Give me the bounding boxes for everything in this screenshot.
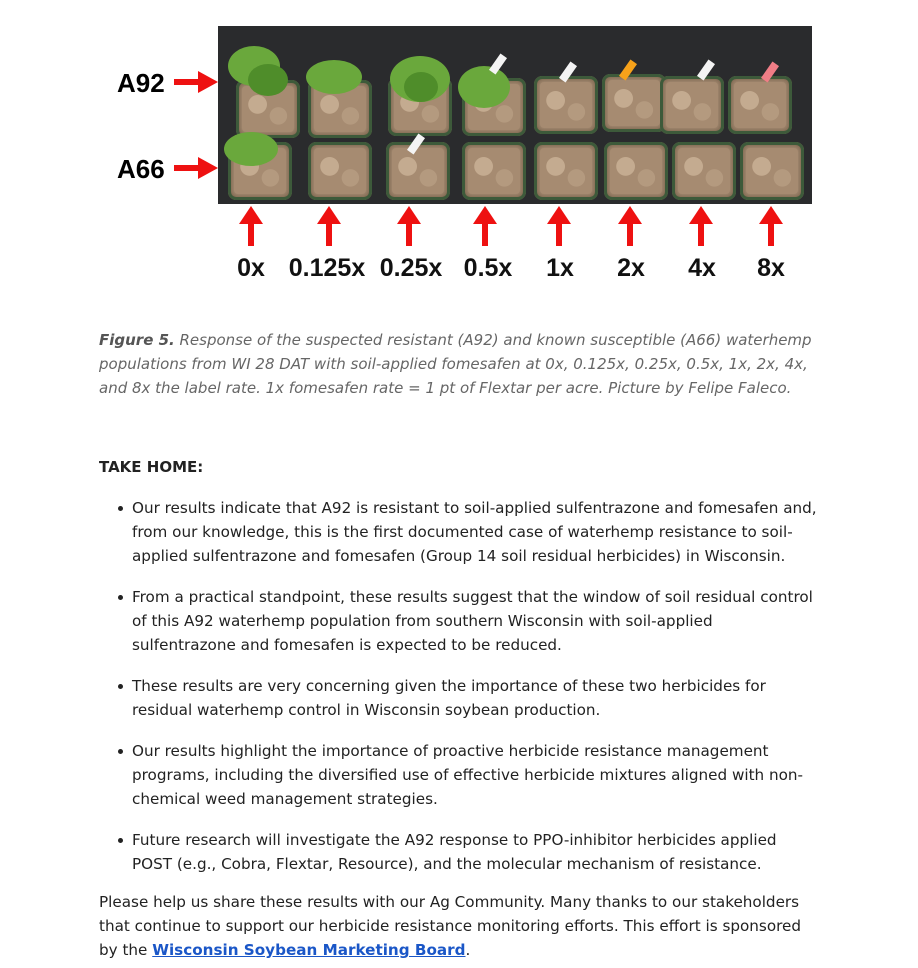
figure-5 xyxy=(0,0,918,300)
dose-label: 8x xyxy=(757,254,785,282)
dose-label: 0.25x xyxy=(379,254,443,282)
list-item: From a practical standpoint, these results suggest that the window of soil residual control of this A92 waterhemp population from southern Wisconsin with soil-applied sulfentrazone and fomesafen is expected to be reduced. xyxy=(99,585,819,657)
row-label-a66: A66 xyxy=(117,154,165,184)
pot xyxy=(308,142,372,200)
arrow-right-icon xyxy=(174,156,218,180)
dose-label: 0x xyxy=(237,254,265,282)
row-label-a92: A92 xyxy=(117,68,165,98)
list-item: Future research will investigate the A92 response to PPO-inhibitor herbicides applied POST (e.g., Cobra, Flextar, Resource), and the molecular mechanism of resistance. xyxy=(99,828,819,876)
caption-text: Response of the suspected resistant (A92) and known susceptible (A66) waterhemp populations from WI 28 DAT with soil-applied fomesafen at 0x, 0.125x, 0.25x, 0.5x, 1x, 2x, 4x, and 8x the label rate. 1x fomesafen rate = 1 pt of Flextar per acre. Picture by Felipe Faleco. xyxy=(99,331,812,397)
pot xyxy=(462,142,526,200)
pot xyxy=(728,76,792,134)
arrow-up-icon xyxy=(473,206,497,246)
arrow-up-icon xyxy=(547,206,571,246)
arrow-right-icon xyxy=(174,70,218,94)
dose-label: 2x xyxy=(617,254,645,282)
closing-end: . xyxy=(465,941,471,959)
arrow-up-icon xyxy=(759,206,783,246)
closing-paragraph xyxy=(99,890,819,962)
pot xyxy=(534,76,598,134)
list-item: Our results highlight the importance of proactive herbicide resistance management programs, including the diversified use of effective herbicide mixtures aligned with non-chemical weed management strategies. xyxy=(99,739,819,811)
list-item: These results are very concerning given the importance of these two herbicides for residual waterhemp control in Wisconsin soybean production. xyxy=(99,674,819,722)
figure-caption xyxy=(99,328,819,400)
pot xyxy=(672,142,736,200)
arrow-up-icon xyxy=(397,206,421,246)
pot xyxy=(386,142,450,200)
caption-lead: Figure 5. xyxy=(99,331,175,349)
sponsor-link[interactable]: Wisconsin Soybean Marketing Board xyxy=(152,941,466,959)
dose-label: 4x xyxy=(688,254,716,282)
pot xyxy=(740,142,804,200)
dose-label: 0.5x xyxy=(463,254,513,282)
pot xyxy=(534,142,598,200)
pot-photo xyxy=(218,26,812,204)
take-home-list xyxy=(99,496,819,893)
pot xyxy=(604,142,668,200)
closing-text: Please help us share these results with our Ag Community. Many thanks to our stakeholders that continue to support our herbicide resistance monitoring efforts. This effort is sponsored by the xyxy=(99,893,802,959)
take-home-heading: TAKE HOME: xyxy=(99,458,204,476)
pot xyxy=(602,74,666,132)
pot xyxy=(660,76,724,134)
arrow-up-icon xyxy=(689,206,713,246)
list-item: Our results indicate that A92 is resistant to soil-applied sulfentrazone and fomesafen and, from our knowledge, this is the first documented case of waterhemp resistance to soil-applied sulfentrazone and fomesafen (Group 14 soil residual herbicides) in Wisconsin. xyxy=(99,496,819,568)
arrow-up-icon xyxy=(317,206,341,246)
arrow-up-icon xyxy=(239,206,263,246)
arrow-up-icon xyxy=(618,206,642,246)
dose-label: 1x xyxy=(546,254,574,282)
dose-label: 0.125x xyxy=(288,254,366,282)
